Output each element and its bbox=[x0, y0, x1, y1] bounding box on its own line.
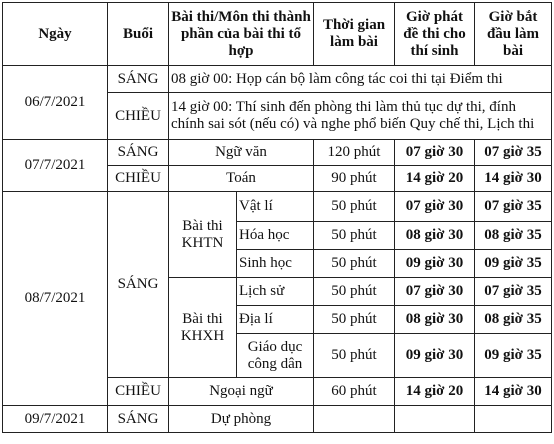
duration-cell bbox=[314, 406, 395, 433]
note-cell: 14 giờ 00: Thí sinh đến phòng thi làm thủ tục dự thi, đính chính sai sót (nếu có) và nghe phổ biến Quy chế thi, Lịch thi bbox=[169, 93, 552, 140]
note-cell: 08 giờ 00: Họp cán bộ làm công tác coi thi tại Điểm thi bbox=[169, 66, 552, 93]
start-time-cell: 08 giờ 35 bbox=[475, 306, 552, 334]
subject-cell: Dự phòng bbox=[169, 406, 314, 433]
start-time-cell: 07 giờ 35 bbox=[475, 140, 552, 166]
start-time-cell: 07 giờ 35 bbox=[475, 278, 552, 306]
header-duration: Thời gian làm bài bbox=[314, 3, 395, 66]
release-time-cell: 14 giờ 20 bbox=[395, 378, 475, 406]
session-cell: CHIỀU bbox=[108, 93, 169, 140]
day-cell: 06/7/2021 bbox=[3, 66, 108, 140]
day-cell: 09/7/2021 bbox=[3, 406, 108, 433]
subject-cell: Toán bbox=[169, 166, 314, 192]
header-start-time: Giờ bắt đầu làm bài bbox=[475, 3, 552, 66]
start-time-cell: 14 giờ 30 bbox=[475, 378, 552, 406]
duration-cell: 50 phút bbox=[314, 306, 395, 334]
release-time-cell bbox=[395, 406, 475, 433]
session-cell: SÁNG bbox=[108, 140, 169, 166]
duration-cell: 50 phút bbox=[314, 192, 395, 222]
subject-cell: Sinh học bbox=[237, 250, 314, 278]
subject-cell: Lịch sử bbox=[237, 278, 314, 306]
start-time-cell: 14 giờ 30 bbox=[475, 166, 552, 192]
group-label-cell: Bài thi KHTN bbox=[169, 192, 237, 278]
session-cell: SÁNG bbox=[108, 406, 169, 433]
duration-cell: 120 phút bbox=[314, 140, 395, 166]
subject-cell: Giáo dục công dân bbox=[237, 334, 314, 378]
release-time-cell: 08 giờ 30 bbox=[395, 306, 475, 334]
header-row bbox=[3, 3, 552, 66]
subject-cell: Ngoại ngữ bbox=[169, 378, 314, 406]
exam-schedule-table bbox=[2, 2, 552, 433]
duration-cell: 50 phút bbox=[314, 222, 395, 250]
session-cell: SÁNG bbox=[108, 66, 169, 93]
header-subject: Bài thi/Môn thi thành phần của bài thi tổ hợp bbox=[169, 3, 314, 66]
duration-cell: 50 phút bbox=[314, 334, 395, 378]
header-session: Buổi bbox=[108, 3, 169, 66]
start-time-cell: 09 giờ 35 bbox=[475, 334, 552, 378]
start-time-cell: 08 giờ 35 bbox=[475, 222, 552, 250]
duration-cell: 60 phút bbox=[314, 378, 395, 406]
release-time-cell: 07 giờ 30 bbox=[395, 278, 475, 306]
subject-cell: Hóa học bbox=[237, 222, 314, 250]
release-time-cell: 09 giờ 30 bbox=[395, 334, 475, 378]
table-row bbox=[3, 140, 552, 166]
release-time-cell: 08 giờ 30 bbox=[395, 222, 475, 250]
duration-cell: 90 phút bbox=[314, 166, 395, 192]
duration-cell: 50 phút bbox=[314, 278, 395, 306]
day-cell: 08/7/2021 bbox=[3, 192, 108, 406]
release-time-cell: 09 giờ 30 bbox=[395, 250, 475, 278]
group-label-cell: Bài thi KHXH bbox=[169, 278, 237, 378]
start-time-cell: 07 giờ 35 bbox=[475, 192, 552, 222]
release-time-cell: 07 giờ 30 bbox=[395, 140, 475, 166]
release-time-cell: 07 giờ 30 bbox=[395, 192, 475, 222]
table-row bbox=[3, 406, 552, 433]
subject-cell: Ngữ văn bbox=[169, 140, 314, 166]
table-row bbox=[3, 192, 552, 222]
subject-cell: Địa lí bbox=[237, 306, 314, 334]
header-release-time: Giờ phát đề thi cho thí sinh bbox=[395, 3, 475, 66]
session-cell: CHIỀU bbox=[108, 166, 169, 192]
start-time-cell bbox=[475, 406, 552, 433]
duration-cell: 50 phút bbox=[314, 250, 395, 278]
start-time-cell: 09 giờ 35 bbox=[475, 250, 552, 278]
header-day: Ngày bbox=[3, 3, 108, 66]
release-time-cell: 14 giờ 20 bbox=[395, 166, 475, 192]
table-row bbox=[3, 66, 552, 93]
session-cell: SÁNG bbox=[108, 192, 169, 378]
session-cell: CHIỀU bbox=[108, 378, 169, 406]
subject-cell: Vật lí bbox=[237, 192, 314, 222]
day-cell: 07/7/2021 bbox=[3, 140, 108, 192]
